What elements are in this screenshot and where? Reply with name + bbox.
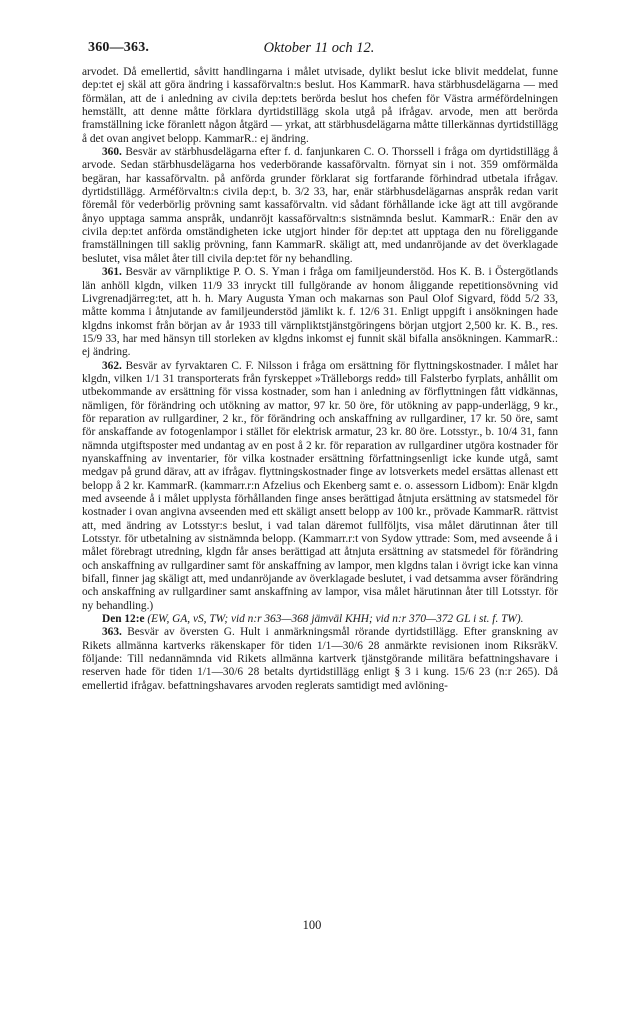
paragraph-360 [82, 146, 558, 266]
case-number: 362. [102, 359, 122, 372]
session-date: Den 12:e [102, 613, 145, 626]
paragraph-session-date [82, 613, 558, 626]
case-number: 361. [102, 266, 122, 279]
page-header [88, 40, 550, 58]
paragraph-362 [82, 360, 558, 614]
paragraph-continuation [82, 66, 558, 146]
paragraph-text: Besvär av stärbhusdelägarna efter f. d. fanjunkaren C. O. Thorssell i fråga om dyrtidstillägg å arvode. Sedan stärbhusdelägarna hos vederbörande kassaförvaltn. förnyat sin i not. 359 omförmälda begäran, har kassaförvaltn. på anförda grunder förklarat sig fortfarande förhindrad utbetala ifrågav. dyrtidstillägg. Arméförvaltn:s civila dep:t, b. 3/2 33, har, enär stärbhusdelägarnas anspråk redan varit föremål för vederbörlig prövning samt kassaförvaltn. vid sådant förhållande icke ägt att till avgörande ånyo upptaga samma anspråk, undanröjt kassaförvaltn:s sistnämnda beslut. KammarR.: Enär den av civila dep:tet anförda omständigheten icke utgjort hinder för dep:tet att upptaga den nu föreliggande framställningen till saklig prövning, fann KammarR. skäligt att, med undanröjande av det överklagade beslutet, visa målet åter till civila dep:tet för ny behandling. [82, 146, 559, 265]
body-text [82, 66, 558, 693]
paragraph-text: (EW, GA, vS, TW; vid n:r 363—368 jämväl KHH; vid n:r 370—372 GL i st. f. TW). [147, 613, 524, 626]
paragraph-text: Besvär av värnpliktige P. O. S. Yman i fråga om familjeunderstöd. Hos K. B. i Östergötlands län anhöll klgdn, vilken 11/9 33 inryckt till fullgörande av honom åliggande repetitionsövning vid Livgrenadjärreg:tet, att h. h. Mary Augusta Yman och makarnas son Paul Olof Sigvard, född 5/2 33, måtte komma i åtnjutande av familjeunderstöd jämlikt k. f. 12/6 31. Enligt uppgift i ansökningen hade klgdns inkomst från början av år 1933 till värnpliktstjänstgöringens början utgjort 2,500 kr. K. B., res. 15/9 33, har med hänsyn till storleken av klgdns inkomst ej funnit skäl bifalla ansökningen. KammarR.: ej ändring. [82, 266, 558, 359]
paragraph-361 [82, 266, 558, 359]
running-head-date: Oktober 11 och 12. [263, 40, 375, 56]
paragraph-363 [82, 626, 558, 693]
page-number: 100 [302, 918, 322, 932]
paragraph-text: Besvär av översten G. Hult i anmärkningsmål rörande dyrtidstillägg. Efter granskning av Rikets allmänna kartverks räkenskaper för tiden 1/1—30/6 28 anmärkte revisionen inom RiksräkV. följande: Till nedannämnda vid Rikets allmänna kartverk tjänstgörande militära befattningshavare i reserven hade för tiden 1/1—30/6 28 betalts dyrtidstillägg enligt § 3 i kung. 15/6 23 (n:r 265). Då emellertid ifrågav. befattningshavares arvoden reglerats samtidigt med avlöning- [82, 626, 559, 692]
case-number: 363. [102, 626, 122, 639]
case-number: 360. [102, 146, 122, 159]
paragraph-text: arvodet. Då emellertid, såvitt handlingarna i målet utvisade, dylikt beslut icke blivit meddelat, funne dep:tet ej skäl att göra ändring i kassaförvaltn:s beslut. Hos KammarR. hava stärbhusdelägarna — med förmälan, att de i anledning av civila dep:tets berörda beslut hos chefen för Västra arméfördelningen hemställt, att denne måtte förklara dyrtidstillägg skola utgå på ifrågav. arvode, men att berörda framställning icke föranlett någon åtgärd — yrkat, att stärbhusdelägarna måtte tillerkännas dyrtidstillägg å det ovan angivet belopp. KammarR.: ej ändring. [82, 66, 558, 145]
paragraph-text: Besvär av fyrvaktaren C. F. Nilsson i fråga om ersättning för flyttningskostnader. I målet har klgdn, vilken 1/1 31 transporterats från fyrskeppet »Trälleborgs redd» till Falsterbo fyrplats, anhållit om utbekommande av ersättning för vissa kostnader, som han i anledning av förflyttningen fått vidkännas, nämligen, för förändring och utökning av mattor, 97 kr. 50 öre, för utökning av papp-underlägg, 9 kr., för reparation av rullgardiner, 2 kr., för förändring och anskaffning av rullgardiner, 17 kr. 50 öre, samt för anskaffande av fotogenlampor i stället för elektrisk armatur, 23 kr. 80 öre. Lotsstyr., b. 10/4 31, fann nämnda utgiftsposter med undantag av en post å 2 kr. för reparation av rullgardiner utgöra kostnader för nyanskaffning av inventarier, för vilka kostnader ersättning författningsenligt icke kunde utgå, samt medgav på grund därav, att av ifrågav. flyttningskostnader finge av lotsverkets medel ersättas allenast ett belopp å 2 kr. KammarR. (kammarr.r:n Afzelius och Ekenberg samt e. o. assessorn Lidbom): Enär klgdn med avseende å i målet upplysta förhållanden finge anses berättigad åtnjuta ersättning av statsmedel för kostnader i ovan angivna avseenden med ett skäligt ansett belopp av 100 kr., prövade KammarR. rättvist att, med ändring av Lotsstyr:s beslut, i vad talan däremot fullföljts, visa målet därutinnan åter till Lotsstyr. för utbetalning av sistnämnda belopp. (Kammarr.r:t von Sydow yttrade: Som, med avseende å i målet förebragt utredning, klgdn får anses berättigad att åtnjuta ersättning av statsmedel för förändring och anskaffning av rullgardiner samt för anskaffning av lampor, men klgdns talan i övrigt icke kan vinna bifall, finner jag skäligt att, med undanröjande av överklagade beslutet, i vad detsamma avser förändring och anskaffning av rullgardiner samt anskaffning av lampor, visa målet härutinnan åter till Lotsstyr. för ny behandling.) [82, 359, 558, 612]
page-range: 360—363. [88, 40, 150, 55]
